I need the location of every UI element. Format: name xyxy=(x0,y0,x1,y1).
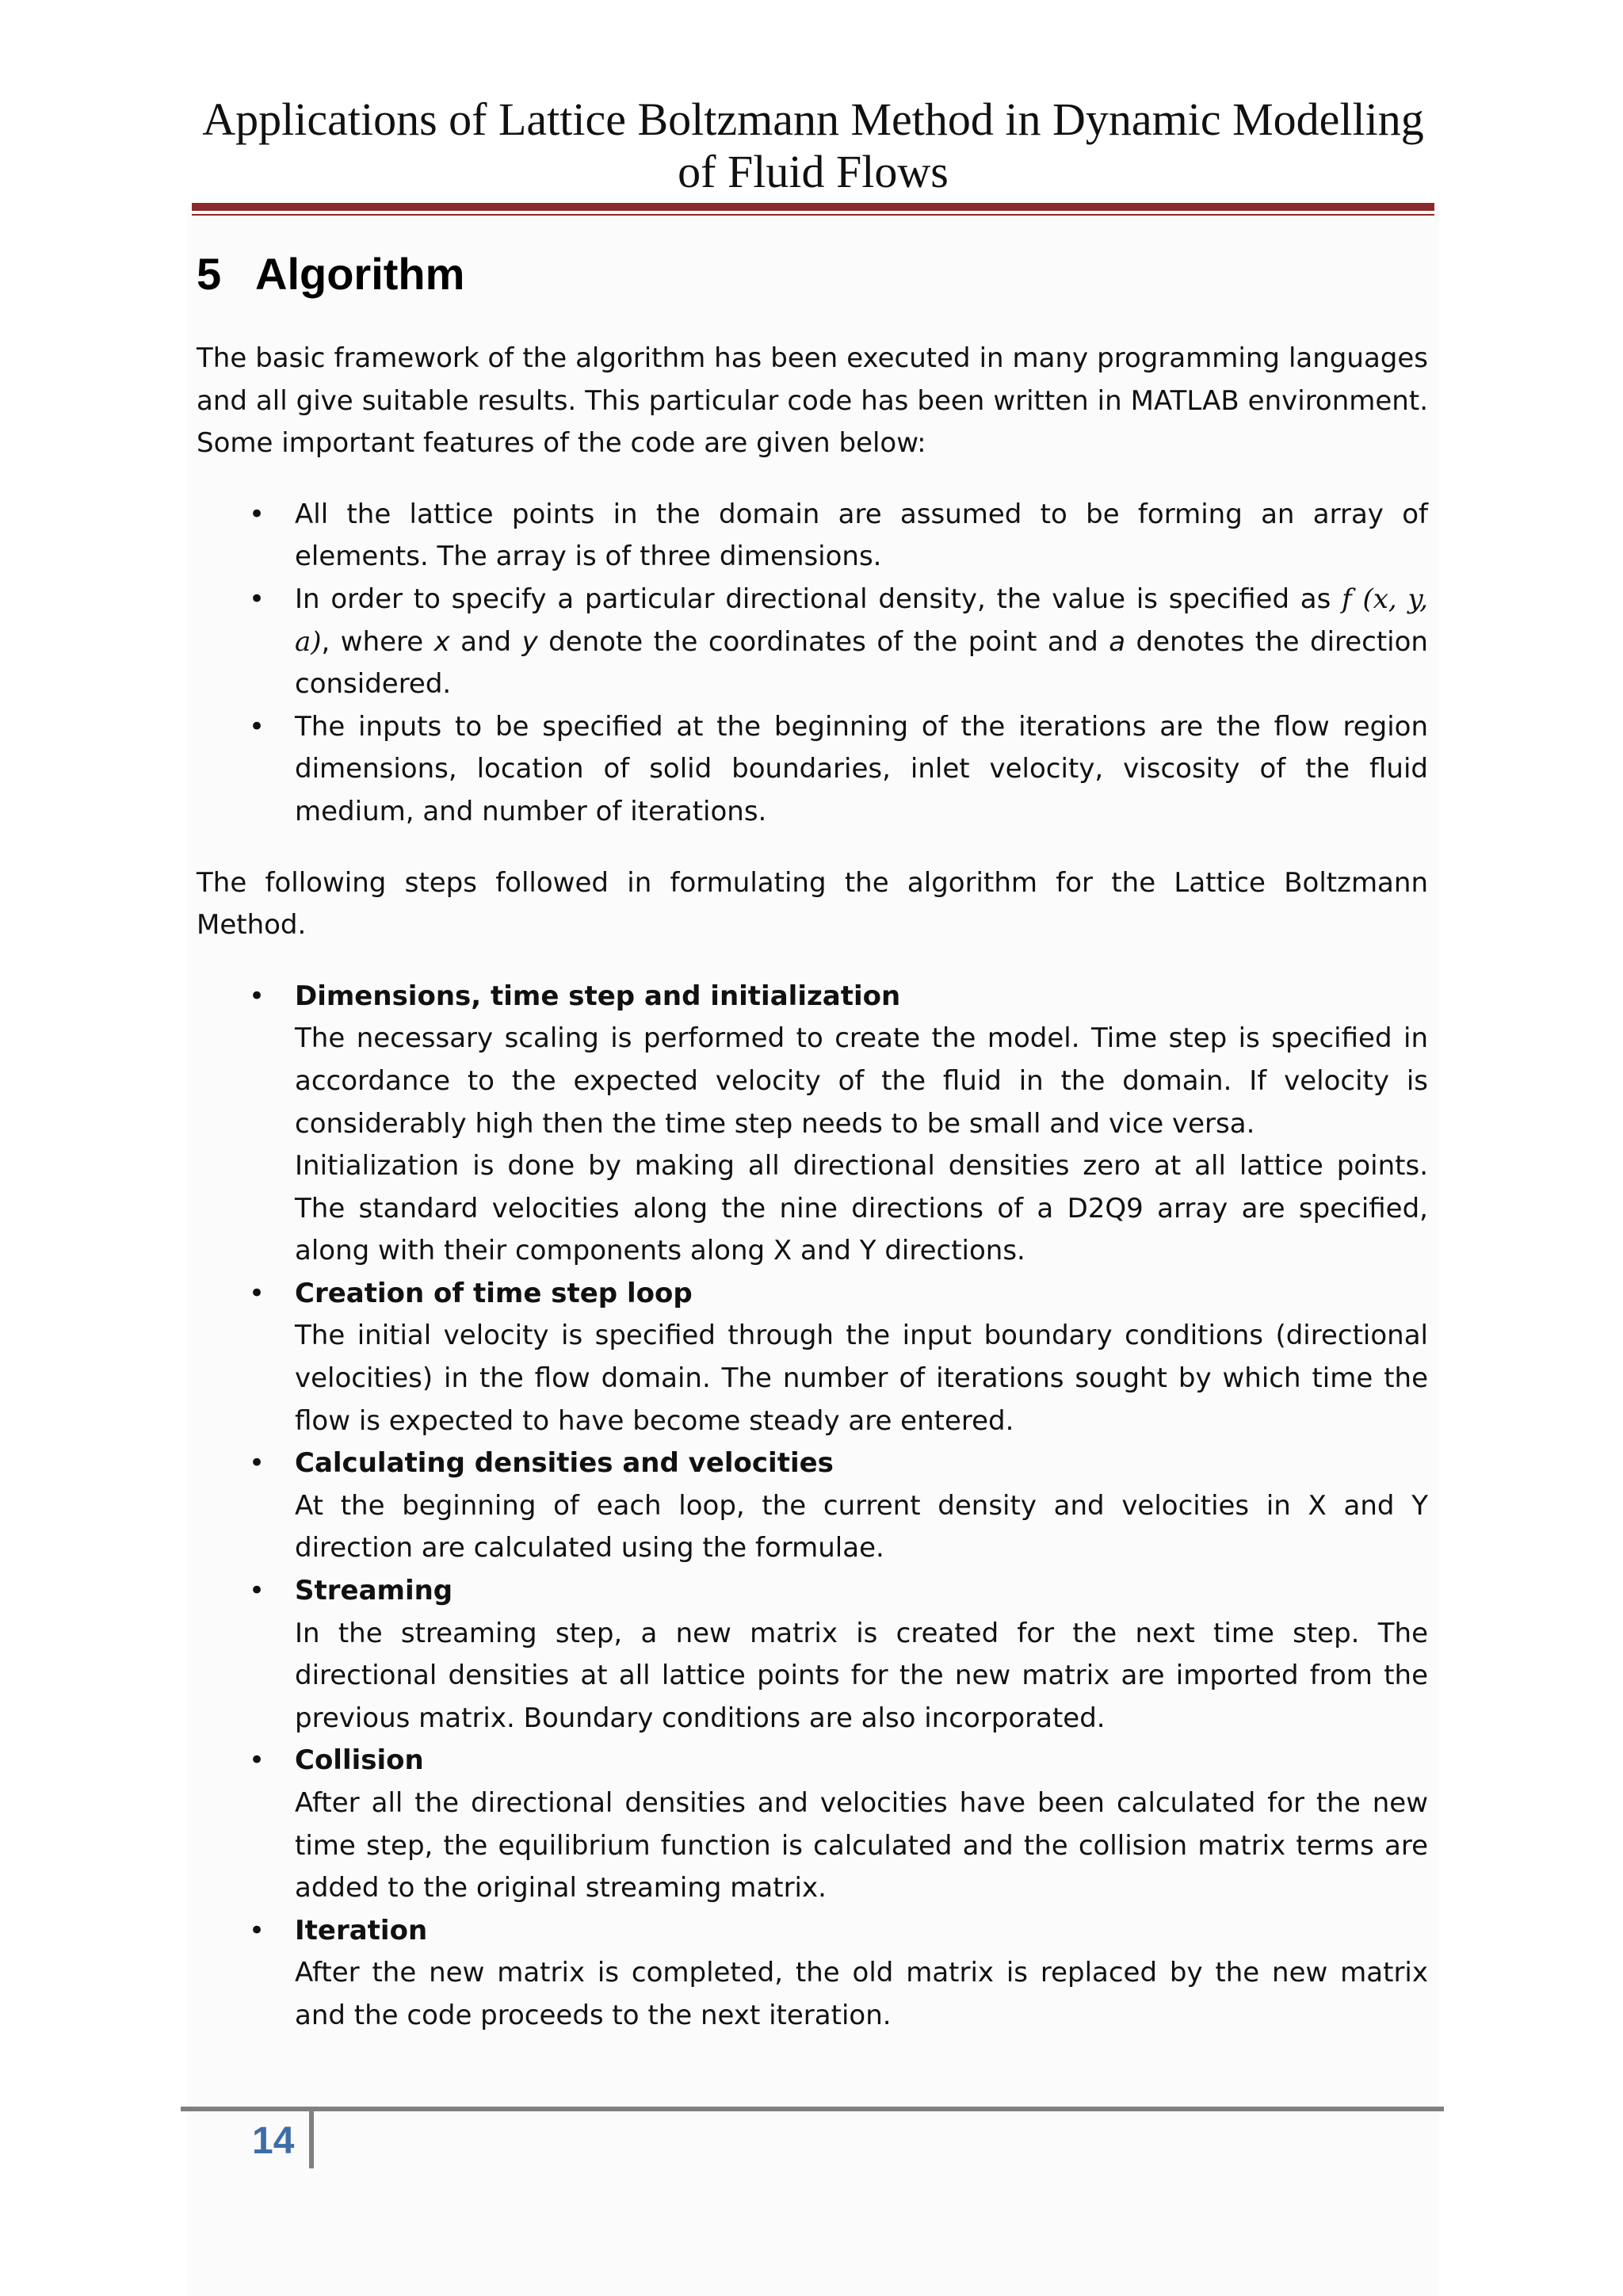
header-rule xyxy=(192,203,1434,211)
running-header-line-2: of Fluid Flows xyxy=(678,146,949,197)
page-number-divider xyxy=(309,2111,314,2168)
list-item xyxy=(197,1273,1428,1442)
feature-text: denote the coordinates of the point and xyxy=(537,625,1109,658)
bullet-icon: • xyxy=(249,1744,265,1777)
section-number: 5 xyxy=(197,249,222,299)
header-rule-thin xyxy=(192,214,1434,216)
step-title: Iteration xyxy=(295,1914,428,1946)
step-title: Collision xyxy=(295,1744,424,1777)
step-body: Initialization is done by making all directional densities zero at all lattice points. The standard velocities along the nine directions of a D2Q9 array are specified, along with their components along X and Y directions. xyxy=(295,1150,1428,1267)
bullet-icon: • xyxy=(249,1277,265,1309)
step-body: The initial velocity is specified through the input boundary conditions (directional velocities) in the flow domain. The number of iterations sought by which time the flow is expected to have become steady are entered. xyxy=(295,1320,1428,1437)
running-header xyxy=(190,94,1436,198)
running-header-line-1: Applications of Lattice Boltzmann Method in Dynamic Modelling xyxy=(202,94,1424,145)
features-list xyxy=(197,494,1428,834)
feature-text: denotes the direction considered. xyxy=(295,625,1428,701)
math-variable: y xyxy=(521,625,538,658)
steps-list xyxy=(197,976,1428,2038)
step-title: Streaming xyxy=(295,1575,453,1607)
footer-rule xyxy=(181,2107,1444,2111)
step-body: After the new matrix is completed, the old matrix is replaced by the new matrix and the code proceeds to the next iteration. xyxy=(295,1957,1428,2031)
math-expression: f (x, y, a) xyxy=(295,583,1428,658)
bullet-icon: • xyxy=(249,583,265,615)
bullet-icon: • xyxy=(249,1575,265,1607)
feature-text: All the lattice points in the domain are assumed to be forming an array of elements. The array is of three dimensions. xyxy=(295,498,1428,573)
intro-paragraph: The basic framework of the algorithm has been executed in many programming languages and all give suitable results. This particular code has been written in MATLAB environment. Some important features of the code are given below: xyxy=(197,342,1428,460)
feature-text: In order to specify a particular directional density, the value is specified as xyxy=(295,583,1342,615)
list-item xyxy=(197,1910,1428,2038)
list-item xyxy=(197,494,1428,579)
list-item xyxy=(197,1442,1428,1570)
page-number: 14 xyxy=(252,2120,295,2162)
feature-text: and xyxy=(449,625,522,658)
list-item xyxy=(197,579,1428,706)
feature-text: , where xyxy=(321,625,434,658)
steps-intro-paragraph: The following steps followed in formulating the algorithm for the Lattice Boltzmann Method. xyxy=(197,866,1428,942)
step-title: Calculating densities and velocities xyxy=(295,1447,834,1480)
bullet-icon: • xyxy=(249,710,265,743)
math-variable: x xyxy=(433,625,450,658)
list-item xyxy=(197,706,1428,834)
step-body: In the streaming step, a new matrix is created for the next time step. The directional densities at all lattice points for the new matrix are imported from the previous matrix. Boundary conditions are also incorporated. xyxy=(295,1617,1428,1734)
bullet-icon: • xyxy=(249,498,265,530)
bullet-icon: • xyxy=(249,980,265,1012)
list-item xyxy=(197,976,1428,1273)
section-title: Algorithm xyxy=(255,249,465,299)
feature-text: The inputs to be specified at the beginning of the iterations are the flow region dimensions, location of solid boundaries, inlet velocity, viscosity of the fluid medium, and number of iterations. xyxy=(295,710,1428,827)
bullet-icon: • xyxy=(249,1447,265,1480)
step-body: At the beginning of each loop, the current density and velocities in X and Y direction are calculated using the formulae. xyxy=(295,1489,1428,1564)
step-title: Dimensions, time step and initialization xyxy=(295,980,901,1012)
step-body: The necessary scaling is performed to create the model. Time step is specified in accordance to the expected velocity of the fluid in the domain. If velocity is considerably high then the time step needs to be small and vice versa. xyxy=(295,1022,1428,1140)
math-variable: a xyxy=(1109,625,1126,658)
step-title: Creation of time step loop xyxy=(295,1277,693,1309)
step-body: After all the directional densities and velocities have been calculated for the new time step, the equilibrium function is calculated and the collision matrix terms are added to the original streaming matrix. xyxy=(295,1787,1428,1904)
list-item xyxy=(197,1740,1428,1909)
main-content xyxy=(197,338,1428,2066)
bullet-icon: • xyxy=(249,1914,265,1946)
list-item xyxy=(197,1570,1428,1740)
section-heading xyxy=(197,247,464,301)
